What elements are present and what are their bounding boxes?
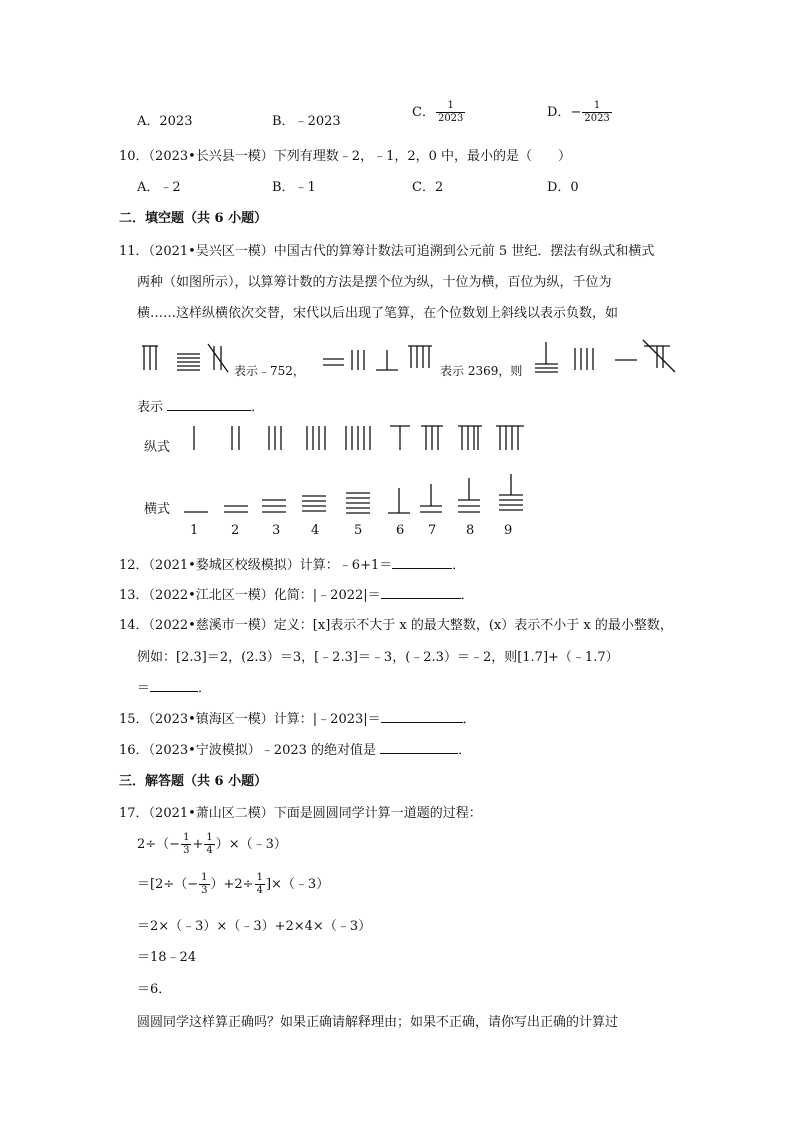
digit-label: 3 <box>272 523 281 538</box>
zong-8 <box>458 426 482 450</box>
zong-4 <box>307 426 325 450</box>
q10-stem: 10．（2023•长兴县一模）下列有理数﹣2，﹣1，2，0 中，最小的是（ ） <box>119 149 572 164</box>
q9-option-b: B．﹣2023 <box>272 114 341 129</box>
rod-2-horizontal <box>323 359 344 365</box>
rod-9-vertical <box>408 346 432 368</box>
q11-line1: 11．（2021•吴兴区一模）中国古代的算筹计数法可追溯到公元前 5 世纪．摆法有纵式和横式 <box>119 244 655 259</box>
answer-blank <box>381 710 463 723</box>
heng-8 <box>458 478 480 512</box>
q17-step1: 2÷（− $\frac{1}{3}$ + $\frac{1}{4}$ ）×（﹣3） <box>137 832 287 856</box>
digit-label: 5 <box>354 523 363 538</box>
zong-2 <box>232 426 239 450</box>
q11-answer-line: 表示 ． <box>137 400 265 415</box>
digit-label: 6 <box>396 523 405 538</box>
q11-example2-label: 表示 2369，则 <box>440 364 523 378</box>
q17-step3: ＝2×（﹣3）×（﹣3）+2×4×（﹣3） <box>137 919 372 934</box>
zongshi-label: 纵式 <box>144 440 171 455</box>
rod-7-negative <box>643 340 675 372</box>
q16: 16．（2023•宁波模拟）﹣2023 的绝对值是 ． <box>119 743 472 758</box>
q17-question: 圆圆同学这样算正确吗？如果正确请解释理由；如果不正确，请你写出正确的计算过 <box>137 1015 619 1030</box>
q9-option-d: D．− $\frac{1}{2023}$ <box>547 100 610 124</box>
heng-9 <box>499 474 523 510</box>
answer-blank <box>380 741 458 754</box>
heng-2 <box>224 506 248 512</box>
answer-blank <box>381 586 461 599</box>
q17-step5: ＝6． <box>137 982 172 997</box>
digit-label: 9 <box>504 523 513 538</box>
q11-example1-label: 表示﹣752， <box>234 364 305 378</box>
hengshi-label: 横式 <box>144 502 171 517</box>
zong-7 <box>421 426 443 450</box>
digit-label: 8 <box>466 523 475 538</box>
section-title-fill-in: 二．填空题（共 6 小题） <box>119 211 268 226</box>
q14-line3: ＝ ． <box>137 681 212 696</box>
rod-7-vertical <box>142 346 158 370</box>
heng-7 <box>420 484 442 512</box>
q9-option-c: C． $\frac{1}{2023}$ <box>412 100 464 124</box>
q14-line2: 例如：[2.3]＝2，(2.3）＝3，[﹣2.3]＝﹣3，(﹣2.3）＝﹣2，则[1.7]+（﹣1.7） <box>137 650 619 665</box>
rod-4-vertical <box>575 348 593 370</box>
q10-option-a: A．﹣2 <box>137 180 181 195</box>
q11-line2: 两种（如图所示），以算筹计数的方法是摆个位为纵，十位为横，百位为纵，千位为 <box>137 275 612 290</box>
fraction: $\frac{1}{2023}$ <box>584 100 610 124</box>
q14-line1: 14．（2022•慈溪市一模）定义：[x]表示不大于 x 的最大整数，(x）表示不小于 x 的最小整数， <box>119 618 673 633</box>
rod-2-negative <box>208 344 228 372</box>
digit-label: 1 <box>190 523 199 538</box>
q10-option-b: B．﹣1 <box>272 180 316 195</box>
q15: 15．（2023•镇海区一模）计算：|﹣2023|＝ ． <box>119 712 476 727</box>
q11-line3: 横……这样纵横依次交替，宋代以后出现了笔算，在个位数划上斜线以表示负数，如 <box>137 306 619 321</box>
digit-label: 7 <box>428 523 437 538</box>
answer-blank <box>150 679 198 692</box>
q10-option-d: D．0 <box>547 180 579 195</box>
answer-blank <box>167 398 251 411</box>
heng-4 <box>302 496 326 511</box>
heng-5 <box>346 493 370 513</box>
q12: 12．（2021•婺城区校级模拟）计算：﹣6+1＝ ． <box>119 558 466 573</box>
rod-8-horizontal <box>535 342 558 372</box>
q9-option-a: A．2023 <box>137 114 193 129</box>
q17-intro: 17．（2021•萧山区二模）下面是圆圆同学计算一道题的过程： <box>119 806 482 821</box>
rod-3-vertical <box>352 350 364 370</box>
q17-step4: ＝18﹣24 <box>137 950 197 965</box>
zong-6 <box>390 426 410 450</box>
heng-3 <box>262 500 286 512</box>
rod-table <box>180 420 530 520</box>
q17-step2: ＝[2÷（− $\frac{1}{3}$ ）+2÷ $\frac{1}{4}$ ]×（﹣3） <box>137 872 330 896</box>
q13: 13．（2022•江北区一模）化简：|﹣2022|＝ ． <box>119 588 474 603</box>
digit-label: 2 <box>231 523 240 538</box>
counting-rod-examples <box>130 338 690 378</box>
section-title-solve: 三．解答题（共 6 小题） <box>119 774 268 789</box>
zong-9 <box>496 426 524 450</box>
heng-6 <box>388 488 410 513</box>
q10-option-c: C．2 <box>412 180 444 195</box>
digit-label: 4 <box>311 523 320 538</box>
zong-5 <box>346 426 370 450</box>
zong-3 <box>269 426 281 450</box>
fraction: $\frac{1}{2023}$ <box>437 100 464 124</box>
rod-6-horizontal <box>376 350 398 370</box>
answer-blank <box>392 556 452 569</box>
rod-5-horizontal <box>177 354 200 370</box>
